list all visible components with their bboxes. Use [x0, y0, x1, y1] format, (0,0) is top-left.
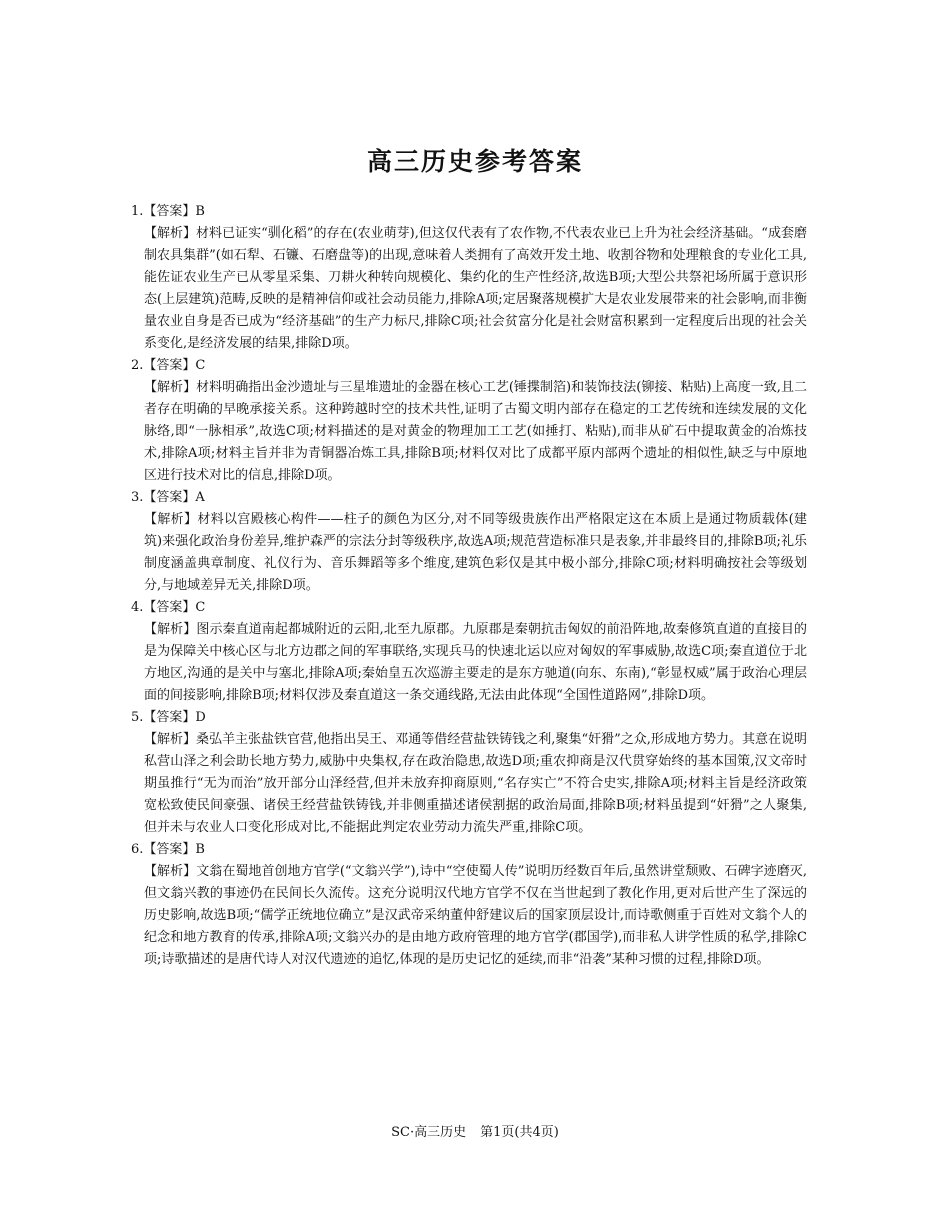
page-title: 高三历史参考答案: [366, 147, 583, 176]
answer-line: [131, 201, 807, 223]
answer-text: 【答案】B: [143, 204, 205, 219]
footer-page-number: 第1页(共4页): [480, 1125, 559, 1140]
footer-subject: SC·高三历史: [391, 1125, 467, 1140]
analysis-text: 【解析】材料已证实“驯化稻”的存在(农业萌芽),但这仅代表有了农作物,不代表农业已上升为社会经济基础。“成套磨制农具集群”(如石犁、石镰、石磨盘等)的出现,意味着人类拥有了高效开发土地、收割谷物和处理粮食的专业化工具,能佐证农业生产已从零星采集、刀耕火种转向规模化、集约化的生产性经济,故选B项;大型公共祭祀场所属于意识形态(上层建筑)范畴,反映的是精神信仰或社会动员能力,排除A项;定居聚落规模扩大是农业发展带来的社会影响,而非衡量农业自身是否已成为“经济基础”的生产力标尺,排除C项;社会贫富分化是社会财富积累到一定程度后出现的社会关系变化,是经济发展的结果,排除D项。: [144, 226, 807, 351]
question-1: [131, 201, 807, 355]
question-number: 4.: [131, 600, 144, 615]
analysis-text: 【解析】桑弘羊主张盐铁官营,他指出吴王、邓通等借经营盐铁铸钱之利,聚集“奸猾”之众,形成地方势力。其意在说明私营山泽之利会助长地方势力,威胁中央集权,存在政治隐患,故选D项;重农抑商是汉代贯穿始终的基本国策,汉文帝时期虽推行“无为而治”放开部分山泽经营,但并未放弃抑商原则,“名存实亡”不符合史实,排除A项;材料主旨是经济政策宽松致使民间豪强、诸侯王经营盐铁铸钱,并非侧重描述诸侯割据的政治局面,排除B项;材料虽提到“奸猾”之人聚集,但并未与农业人口变化形成对比,不能据此判定农业劳动力流失严重,排除C项。: [144, 732, 807, 835]
answer-line: [131, 839, 807, 861]
answer-line: [131, 355, 807, 377]
answer-text: 【答案】A: [143, 490, 205, 505]
question-4: [131, 597, 807, 707]
answer-text: 【答案】C: [143, 600, 206, 615]
answer-line: [131, 707, 807, 729]
analysis-text: 【解析】图示秦直道南起都城附近的云阳,北至九原郡。九原郡是秦朝抗击匈奴的前沿阵地,故秦修筑直道的直接目的是为保障关中核心区与北方边郡之间的军事联络,实现兵马的快速北运以应对匈奴的军事威胁,故选C项;秦直道位于北方地区,沟通的是关中与塞北,排除A项;秦始皇五次巡游主要走的是东方驰道(向东、东南),“彰显权威”属于政治心理层面的间接影响,排除B项;材料仅涉及秦直道这一条交通线路,无法由此体现“全国性道路网”,排除D项。: [144, 622, 807, 703]
question-number: 2.: [131, 358, 144, 373]
analysis-text: 【解析】文翁在蜀地首创地方官学(“文翁兴学”),诗中“空使蜀人传”说明历经数百年后,虽然讲堂颓败、石碑字迹磨灭,但文翁兴教的事迹仍在民间长久流传。这充分说明汉代地方官学不仅在当世起到了教化作用,更对后世产生了深远的历史影响,故选B项;“儒学正统地位确立”是汉武帝采纳董仲舒建议后的国家顶层设计,而诗歌侧重于百姓对文翁个人的纪念和地方教育的传承,排除A项;文翁兴办的是由地方政府管理的地方官学(郡国学),而非私人讲学性质的私学,排除C项;诗歌描述的是唐代诗人对汉代遗迹的追忆,体现的是历史记忆的延续,而非“沿袭”某种习惯的过程,排除D项。: [144, 864, 807, 967]
analysis-text: 【解析】材料明确指出金沙遗址与三星堆遗址的金器在核心工艺(锤揲制箔)和装饰技法(铆接、粘贴)上高度一致,且二者存在明确的早晚承接关系。这种跨越时空的技术共性,证明了古蜀文明内部存在稳定的工艺传统和连续发展的文化脉络,即“一脉相承”,故选C项;材料描述的是对黄金的物理加工工艺(如捶打、粘贴),而非从矿石中提取黄金的冶炼技术,排除A项;材料主旨并非为青铜器冶炼工具,排除B项;材料仅对比了成都平原内部两个遗址的相似性,缺乏与中原地区进行技术对比的信息,排除D项。: [144, 380, 807, 483]
answer-line: [131, 597, 807, 619]
analysis-text: 【解析】材料以宫殿核心构件——柱子的颜色为区分,对不同等级贵族作出严格限定这在本质上是通过物质载体(建筑)来强化政治身份差异,维护森严的宗法分封等级秩序,故选A项;规范营造标准只是表象,并非最终目的,排除B项;礼乐制度涵盖典章制度、礼仪行为、音乐舞蹈等多个维度,建筑色彩仅是其中极小部分,排除C项;材料明确按社会等级划分,与地域差异无关,排除D项。: [144, 512, 807, 593]
question-number: 5.: [131, 710, 144, 725]
answer-text: 【答案】B: [143, 842, 205, 857]
question-number: 3.: [131, 490, 144, 505]
question-2: [131, 355, 807, 487]
question-number: 1.: [131, 204, 144, 219]
question-3: [131, 487, 807, 597]
answer-text: 【答案】C: [143, 358, 206, 373]
page-footer: [0, 1123, 950, 1143]
answer-line: [131, 487, 807, 509]
question-5: [131, 707, 807, 839]
answer-text: 【答案】D: [143, 710, 206, 725]
question-6: [131, 839, 807, 971]
question-number: 6.: [131, 842, 144, 857]
answer-list: [131, 201, 807, 971]
